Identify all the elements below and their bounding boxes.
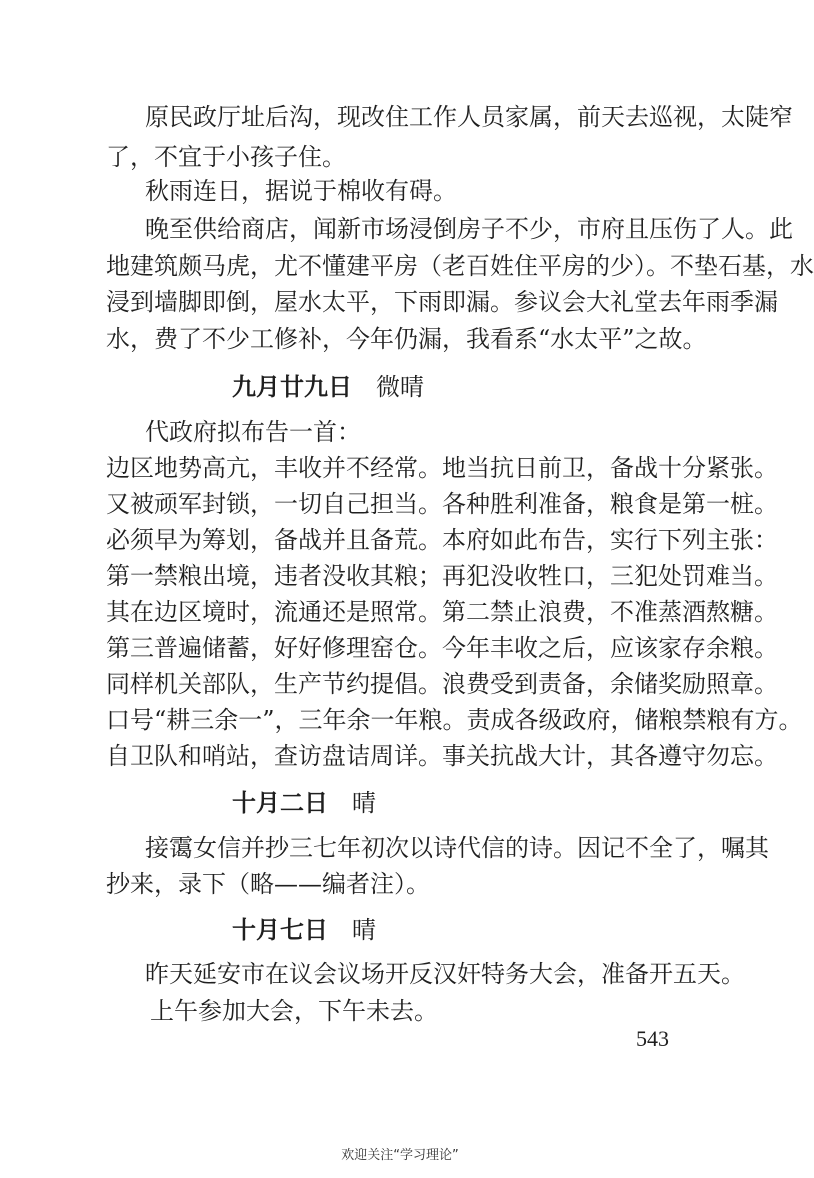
poem-line: 同样机关部队，生产节约提倡。浪费受到责备，余储奖励照章。 — [106, 670, 778, 698]
paragraph-line: 地建筑颇马虎，尤不懂建平房（老百姓住平房的少）。不垫石基，水 — [106, 252, 814, 280]
paragraph-line: 抄来，录下（略——编者注）。 — [106, 870, 430, 898]
entry-weather: 晴 — [352, 916, 376, 944]
entry-heading-sep29 — [232, 370, 424, 404]
entry-heading-oct7 — [232, 913, 376, 947]
paragraph-line: 秋雨连日，据说于棉收有碍。 — [145, 177, 457, 205]
page-number: 543 — [636, 1026, 669, 1051]
poem-line: 其在边区境时，流通还是照常。第二禁止浪费，不准蒸酒熬糖。 — [106, 598, 778, 626]
entry-weather: 晴 — [352, 789, 376, 817]
entry-weather: 微晴 — [376, 373, 424, 401]
paragraph-line: 原民政厅址后沟，现改住工作人员家属，前天去巡视，太陡窄 — [145, 103, 793, 131]
paragraph-line: 代政府拟布告一首： — [145, 418, 361, 446]
entry-date: 十月七日 — [232, 916, 328, 944]
paragraph-line: 浸到墙脚即倒，屋水太平，下雨即漏。参议会大礼堂去年雨季漏 — [106, 288, 778, 316]
paragraph-line: 昨天延安市在议会议场开反汉奸特务大会，准备开五天。 — [145, 960, 745, 988]
paragraph-line: 上午参加大会，下午未去。 — [150, 997, 438, 1025]
poem-line: 第一禁粮出境，违者没收其粮；再犯没收牲口，三犯处罚难当。 — [106, 562, 778, 590]
paragraph-line: 水，费了不少工修补，今年仍漏，我看系“水太平”之故。 — [106, 325, 707, 353]
poem-line: 自卫队和哨站，查访盘诘周详。事关抗战大计，其各遵守勿忘。 — [106, 742, 778, 770]
entry-date: 十月二日 — [232, 789, 328, 817]
entry-heading-oct2 — [232, 786, 376, 820]
paragraph-line: 晚至供给商店，闻新市场浸倒房子不少，市府且压伤了人。此 — [145, 215, 793, 243]
poem-line: 又被顽军封锁，一切自己担当。各种胜利准备，粮食是第一桩。 — [106, 490, 778, 518]
paragraph-line: 了，不宜于小孩子住。 — [106, 143, 346, 171]
footer-watermark: 欢迎关注“学习理论” — [341, 1148, 459, 1163]
entry-date: 九月廿九日 — [232, 373, 352, 401]
paragraph-line: 接霭女信并抄三七年初次以诗代信的诗。因记不全了，嘱其 — [145, 834, 769, 862]
poem-line: 第三普遍储蓄，好好修理窑仓。今年丰收之后，应该家存余粮。 — [106, 634, 778, 662]
poem-line: 边区地势高亢，丰收并不经常。地当抗日前卫，备战十分紧张。 — [106, 454, 778, 482]
poem-line: 必须早为筹划，备战并且备荒。本府如此布告，实行下列主张： — [106, 526, 778, 554]
poem-line: 口号“耕三余一”，三年余一年粮。责成各级政府，储粮禁粮有方。 — [106, 706, 803, 734]
